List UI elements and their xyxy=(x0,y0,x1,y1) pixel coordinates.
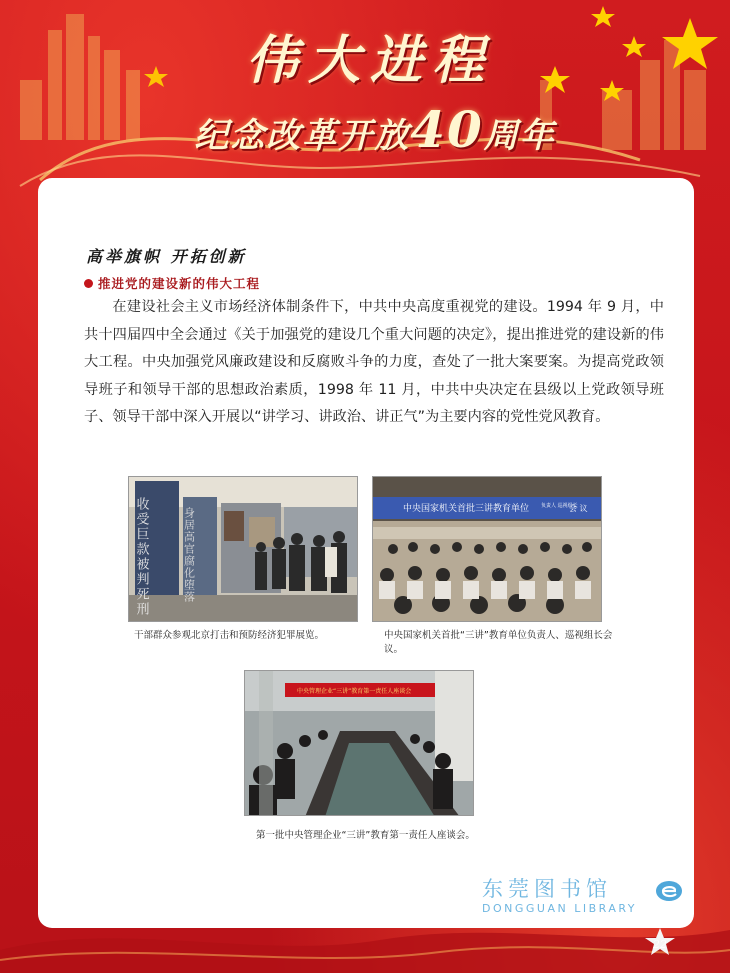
exhibition-photo-image xyxy=(129,477,358,622)
subheading-text: 推进党的建设新的伟大工程 xyxy=(98,276,261,291)
photo-meeting-hall-caption: 中央国家机关首批“三讲”教育单位负责人、巡视组长会议。 xyxy=(384,630,613,655)
bullet-dot-icon xyxy=(84,279,93,288)
banner-title: 伟大进程 xyxy=(245,30,494,91)
section-heading: 高举旗帜 开拓创新 xyxy=(86,247,247,266)
library-logo-cn: 东莞图书馆 xyxy=(482,877,612,901)
photo-exhibition xyxy=(128,476,358,622)
symposium-banner-text: 中央管理企业“三讲”教育第一责任人座谈会 xyxy=(297,688,412,695)
photo-symposium-caption: 第一批中央管理企业“三讲”教育第一责任人座谈会。 xyxy=(256,830,475,841)
exhibition-sign-text-2: 身居高官腐化堕落 xyxy=(182,507,196,603)
body-paragraph: 在建设社会主义市场经济体制条件下，中共中央高度重视党的建设。1994 年 9 月，中共十四届四中全会通过《关于加强党的建设几个重大问题的决定》，提出推进党的建设新的伟大工程。中央加强党风廉政建设和反腐败斗争的力度，查处了一批大案要案。为提高党政领导班子和领导干部的思想政治素质，1998 年 11 月，中共中央决定在县级以上党政领导班子、领导干部中深入开展以“讲学习、讲政治、讲正气”为主要内容的党性党风教育。 xyxy=(84,299,664,425)
banner-subtitle xyxy=(165,100,585,159)
banner-subtitle-pre: 纪念改革开放 xyxy=(194,116,411,156)
city-skyline-icon xyxy=(20,14,140,140)
content-card xyxy=(38,178,694,928)
library-logo-en: DONGGUAN LIBRARY xyxy=(482,902,638,915)
page-number: 22 xyxy=(653,938,667,951)
meeting-banner-text-2: 会 议 xyxy=(569,504,588,513)
photo-meeting-hall xyxy=(372,476,602,622)
section-subheading xyxy=(84,274,260,292)
banner-subtitle-post: 周年 xyxy=(483,116,556,156)
banner-subtitle-number: 40 xyxy=(410,100,484,159)
meeting-banner-small-text: 负责人 巡视组长 xyxy=(541,503,578,509)
meeting-hall-photo-image xyxy=(373,477,602,622)
meeting-banner-text: 中央国家机关首批三讲教育单位 xyxy=(403,504,530,514)
photo-symposium xyxy=(244,670,474,816)
library-e-logo-icon xyxy=(655,880,683,902)
photo-exhibition-caption: 干部群众参观北京打击和预防经济犯罪展览。 xyxy=(134,630,325,641)
symposium-photo-image xyxy=(245,671,474,816)
exhibition-sign-text-1: 收受巨款被判死刑 xyxy=(133,497,149,617)
